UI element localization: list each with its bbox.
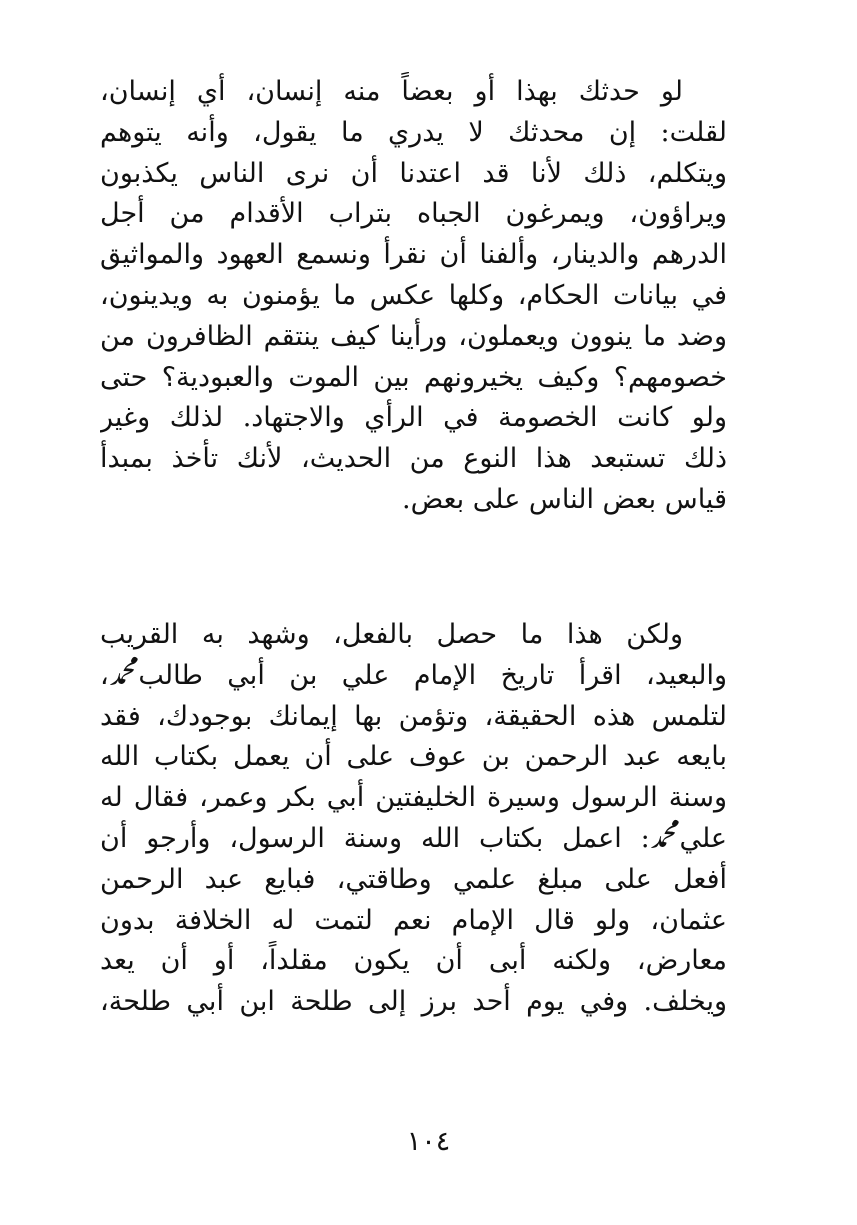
text-line: ولكن هذا ما حصل بالفعل، وشهد به القريب bbox=[100, 619, 683, 650]
text-line: عثمان، ولو قال الإمام نعم لتمت له الخلافة بدون bbox=[100, 904, 727, 936]
text-line: لو حدثك بهذا أو بعضاً منه إنسان، أي إنسان، bbox=[100, 76, 683, 107]
text-line: بايعه عبد الرحمن بن عوف على أن يعمل بكتاب الله bbox=[100, 741, 727, 773]
text-line: لقلت: إن محدثك لا يدري ما يقول، وأنه يتوهم bbox=[100, 116, 727, 148]
text-line: ويراؤون، ويمرغون الجباه بتراب الأقدام من أجل bbox=[100, 198, 727, 230]
text-line: الدرهم والدينار، وألفنا أن نقرأ ونسمع العهود والمواثيق bbox=[100, 239, 727, 271]
text-line: ذلك تستبعد هذا النوع من الحديث، لأنك تأخذ بمبدأ bbox=[100, 443, 727, 475]
text-line: ويخلف. وفي يوم أُحد برز إلى طلحة ابن أبي طلحة، bbox=[100, 986, 727, 1018]
text-line: وسنة الرسول وسيرة الخليفتين أبي بكر وعمر، فقال له bbox=[100, 782, 727, 814]
text-line: ولو كانت الخصومة في الرأي والاجتهاد. لذلك وغير bbox=[100, 402, 727, 434]
text-line: أفعل على مبلغ علمي وطاقتي، فبايع عبد الرحمن bbox=[100, 863, 727, 895]
text-line: معارض، ولكنه أبى أن يكون مقلداً، أو أن يعد bbox=[100, 945, 727, 977]
text-line: لتلمس هذه الحقيقة، وتؤمن بها إيمانك بوجودك، فقد bbox=[100, 700, 727, 732]
text-line: عليﷴ: اعمل بكتاب الله وسنة الرسول، وأرجو أن bbox=[100, 822, 727, 854]
text-line: قياس بعض الناس على بعض. bbox=[401, 483, 727, 515]
text-line: ويتكلم، ذلك لأنا قد اعتدنا أن نرى الناس يكذبون bbox=[100, 157, 727, 189]
text-line: وضد ما ينوون ويعملون، ورأينا كيف ينتقم الظافرون من bbox=[100, 320, 727, 352]
paragraph-2 bbox=[100, 615, 727, 1023]
paragraph-1 bbox=[100, 72, 727, 521]
text-line: خصومهم؟ وكيف يخيرونهم بين الموت والعبودية؟ حتى bbox=[100, 361, 727, 393]
page-number: ١٠٤ bbox=[406, 1126, 451, 1157]
text-line: والبعيد، اقرأ تاريخ الإمام علي بن أبي طالبﷴ، bbox=[100, 659, 727, 691]
text-line: في بيانات الحكام، وكلها عكس ما يؤمنون به ويدينون، bbox=[100, 279, 727, 311]
